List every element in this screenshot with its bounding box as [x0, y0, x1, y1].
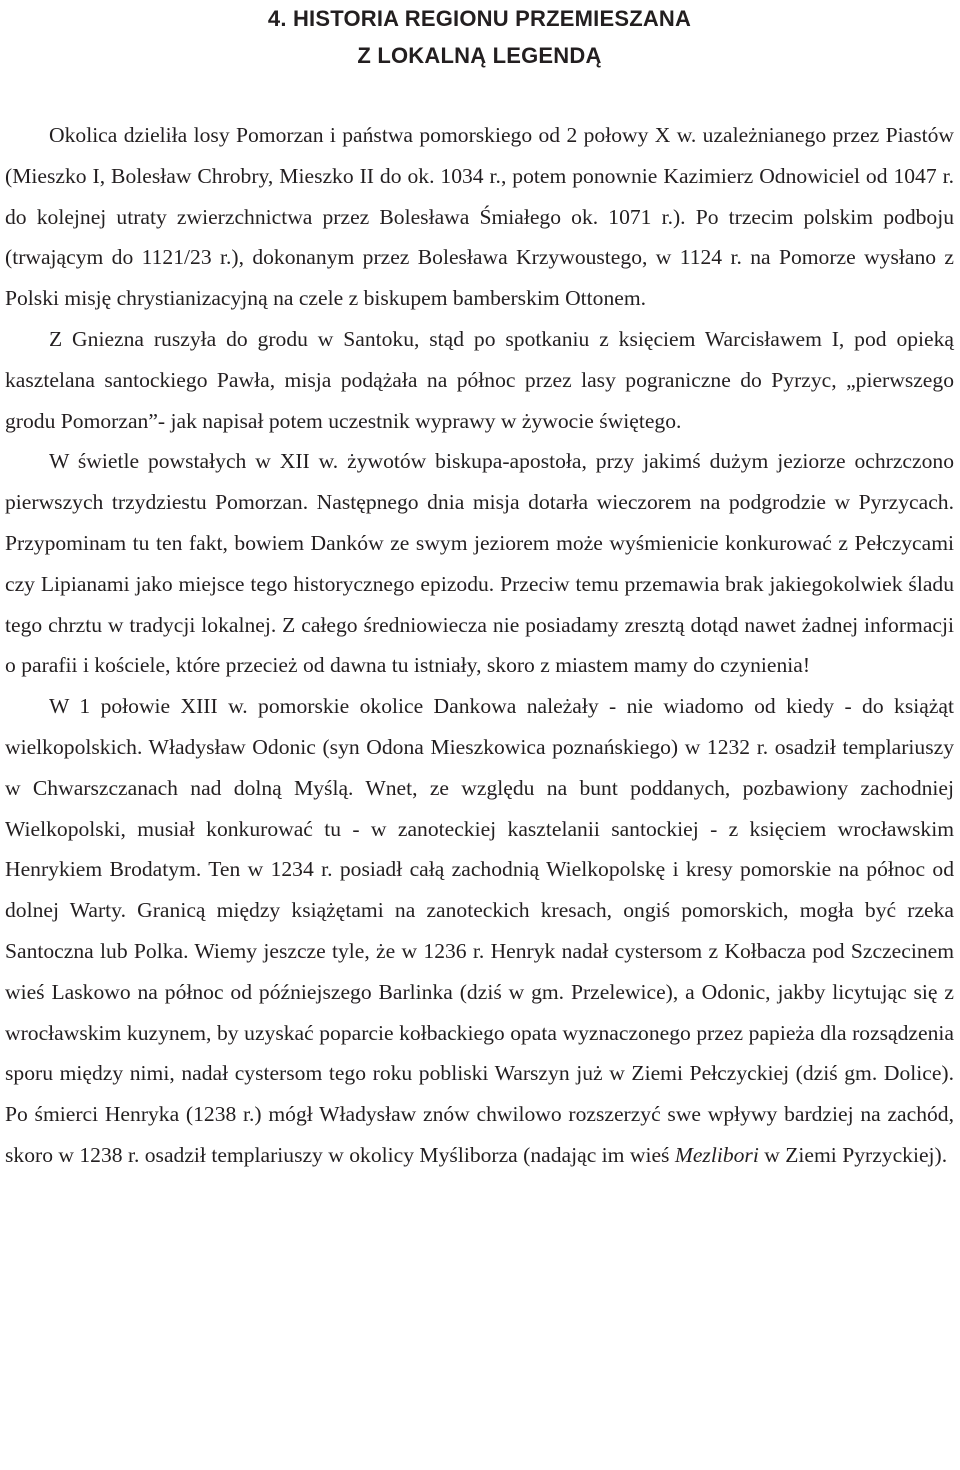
paragraph-1: Okolica dzieliła losy Pomorzan i państwa pomorskiego od 2 połowy X w. uzależnianego przez Piastów (Mieszko I, Bolesław Chrobry, Mieszko II do ok. 1034 r., potem ponownie Kazimierz Odnowiciel od 1047 r. do kolejnej utraty zwierzchnictwa przez Bolesława Śmiałego ok. 1071 r.). Po trzecim polskim podboju (trwającym do 1121/23 r.), dokonanym przez Bolesława Krzywoustego, w 1124 r. na Pomorze wysłano z Polski misję chrystianizacyjną na czele z biskupem bamberskim Ottonem.	[5, 123, 954, 311]
chapter-title-line-2: Z LOKALNĄ LEGENDĄ	[357, 43, 602, 68]
italic-term: Mezlibori	[674, 1142, 759, 1167]
paragraph-3: W świetle powstałych w XII w. żywotów biskupa-apostoła, przy jakimś dużym jeziorze ochrzczono pierwszych trzydziestu Pomorzan. Następnego dnia misja dotarła wieczorem na podgrodzie w Pyrzycach. Przypominam tu ten fakt, bowiem Danków ze swym jeziorem może wyśmienicie konkurować z Pełczycami czy Lipianami jako miejsce tego historycznego epizodu. Przeciw temu przemawia brak jakiegokolwiek śladu tego chrztu w tradycji lokalnej. Z całego średniowiecza nie posiadamy zresztą dotąd nawet żadnej informacji o parafii i kościele, które przecież od dawna tu istniały, skoro z miastem mamy do czynienia!	[5, 449, 954, 678]
chapter-title	[5, 0, 954, 74]
paragraph-4	[5, 686, 954, 1176]
paragraph-4-tail: w Ziemi Pyrzyckiej).	[758, 1142, 948, 1167]
paragraph-2: Z Gniezna ruszyła do grodu w Santoku, stąd po spotkaniu z księciem Warcisławem I, pod opieką kasztelana santockiego Pawła, misja podążała na północ przez lasy pograniczne do Pyrzyc, „pierwszego grodu Pomorzan”- jak napisał potem uczestnik wyprawy w żywocie świętego.	[5, 326, 954, 433]
body-text	[5, 115, 954, 1176]
chapter-title-line-1: 4. HISTORIA REGIONU PRZEMIESZANA	[267, 6, 692, 31]
paragraph-4-main: W 1 połowie XIII w. pomorskie okolice Dankowa należały - nie wiadomo od kiedy - do książąt wielkopolskich. Władysław Odonic (syn Odona Mieszkowica poznańskiego) w 1232 r. osadził templariuszy w Chwarszczanach nad dolną Myślą. Wnet, ze względu na bunt poddanych, pozbawiony zachodniej Wielkopolski, musiał konkurować tu - w zanoteckiej kasztelanii santockiej - z księciem wrocławskim Henrykiem Brodatym. Ten w 1234 r. posiadł całą zachodnią Wielkopolskę i kresy pomorskie na północ od dolnej Warty. Granicą między książętami na zanoteckich kresach, ongiś pomorskich, mogła być rzeka Santoczna lub Polka. Wiemy jeszcze tyle, że w 1236 r. Henryk nadał cystersom z Kołbacza pod Szczecinem wieś Laskowo na północ od późniejszego Barlinka (dziś w gm. Przelewice), a Odonic, jakby licytując się z wrocławskim kuzynem, by uzyskać poparcie kołbackiego opata wyznaczonego przez papieża dla rozsądzenia sporu między nimi, nadał cystersom tego roku pobliski Warszyn już w Ziemi Pełczyckiej (dziś gm. Dolice). Po śmierci Henryka (1238 r.) mógł Władysław znów chwilowo rozszerzyć swe wpływy bardziej na zachód, skoro w 1238 r. osadził templariuszy w okolicy Myśliborza (nadając im wieś	[5, 694, 954, 1167]
